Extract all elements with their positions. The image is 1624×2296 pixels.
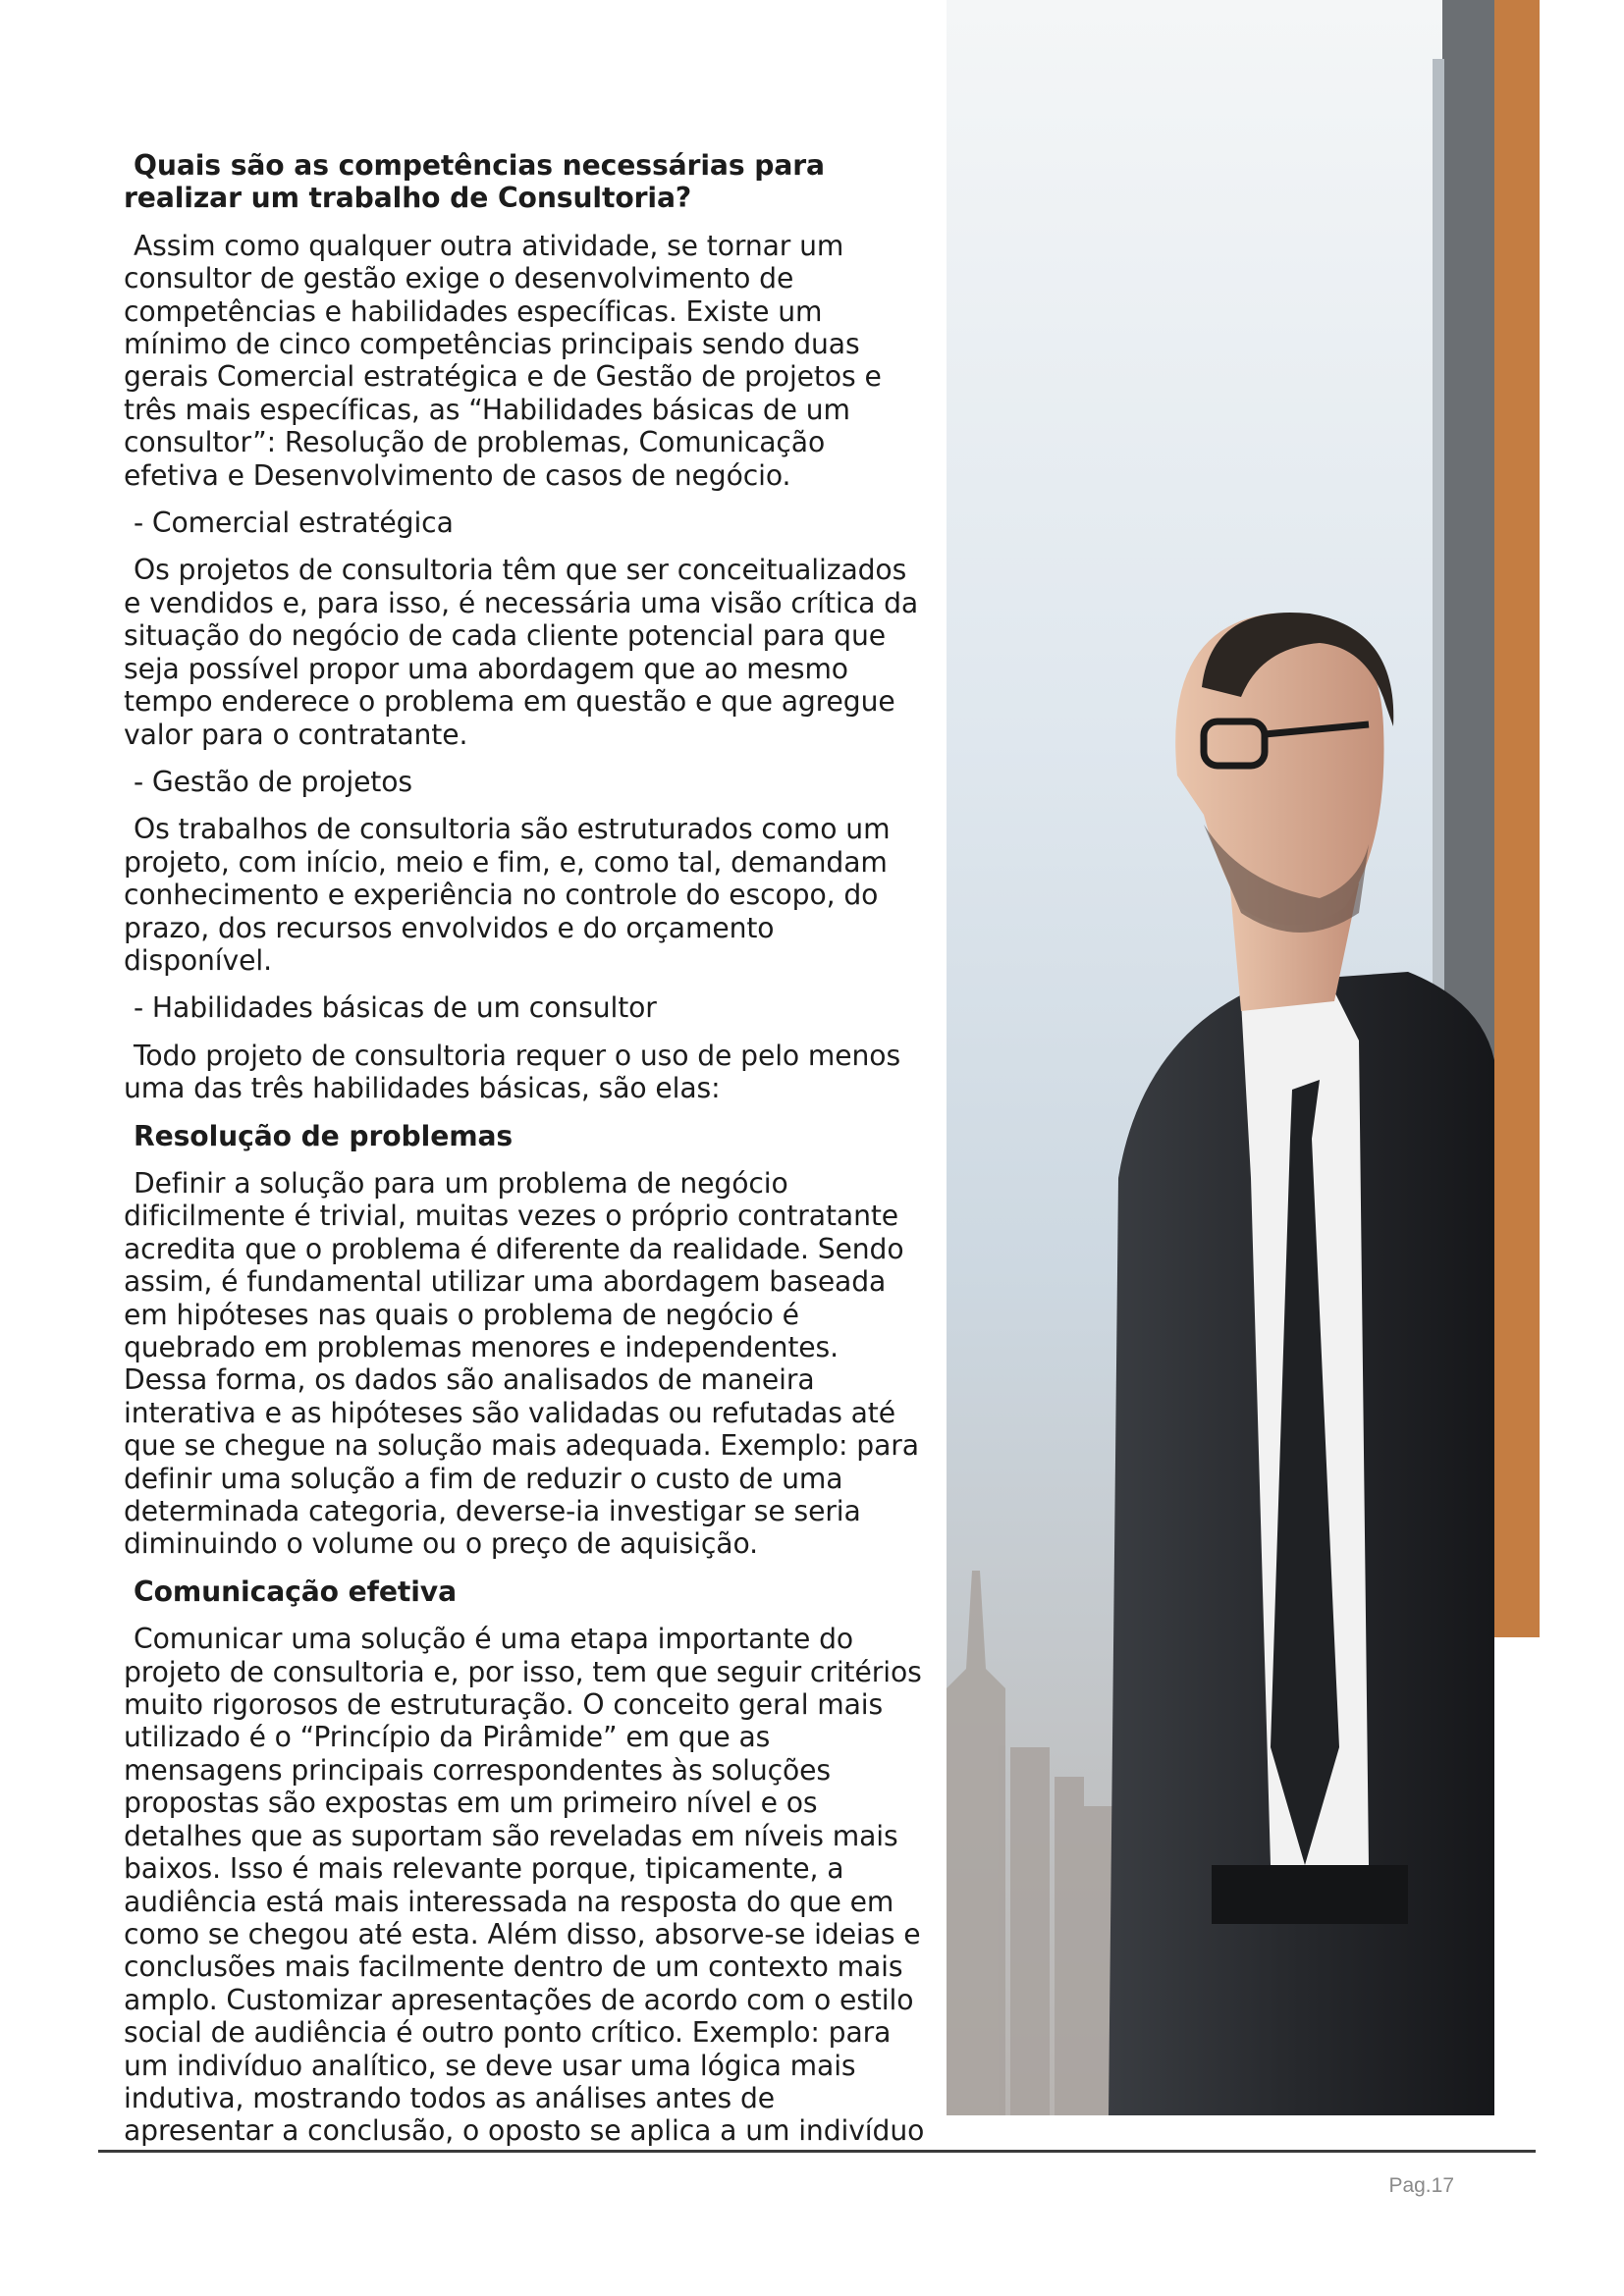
section-title-gestao: - Gestão de projetos — [134, 765, 412, 798]
footer-divider — [98, 2150, 1536, 2153]
section-title-comunicacao: Comunicação efetiva — [134, 1575, 457, 1608]
section-title-habilidades: - Habilidades básicas de um consultor — [134, 991, 657, 1025]
belt — [1212, 1865, 1408, 1924]
intro-paragraph: Assim como qualquer outra atividade, se tornar um consultor de gestão exige o desenvolvimento de competências e habilidades específicas. Existe um mínimo de cinco competências principais sendo duas gerais Comercial estratégica e de Gestão de projetos e três mais específicas, as “Habilidades básicas de um consultor”: Resolução de problemas, Comunicação efetiva e Desenvolvimento de casos de negócio. — [124, 229, 882, 492]
section-title-resolucao: Resolução de problemas — [134, 1119, 514, 1152]
section-text-habilidades: Todo projeto de consultoria requer o uso de pelo menos uma das três habilidades básicas, são elas: — [124, 1039, 901, 1105]
businessman-photo — [947, 0, 1494, 2115]
section-text-resolucao: Definir a solução para um problema de negócio dificilmente é trivial, muitas vezes o próprio contratante acredita que o problema é diferente da realidade. Sendo assim, é fundamental utilizar uma abordagem baseada em hipóteses nas quais o problema de negócio é quebrado em problemas menores e independentes. Dessa forma, os dados são analisados de maneira interativa e as hipóteses são validadas ou refutadas até que se chegue na solução mais adequada. Exemplo: para definir uma solução a fim de reduzir o custo de uma determinada categoria, deverse-ia investigar se seria diminuindo o volume ou o preço de aquisição. — [124, 1166, 919, 1561]
accent-bar — [1494, 0, 1540, 1637]
businessman-illustration — [947, 0, 1494, 2115]
page-number: Pag.17 — [1388, 2174, 1454, 2197]
section-text-gestao: Os trabalhos de consultoria são estruturados como um projeto, com início, meio e fim, e, como tal, demandam conhecimento e experiência no controle do escopo, do prazo, dos recursos envolvidos e do orçamento disponível. — [124, 813, 891, 977]
article-body — [124, 149, 927, 2163]
section-title-comercial: - Comercial estratégica — [134, 507, 454, 540]
section-text-comunicacao: Comunicar uma solução é uma etapa importante do projeto de consultoria e, por isso, tem que seguir critérios muito rigorosos de estruturação. O conceito geral mais utilizado é o “Princípio da Pirâmide” em que as mensagens principais correspondentes às soluções propostas são expostas em um primeiro nível e os detalhes que as suportam são reveladas em níveis mais baixos. Isso é mais relevante porque, tipicamente, a audiência está mais interessada na resposta do que em como se chegou até esta. Além disso, absorve-se ideias e conclusões mais facilmente dentro de um contexto mais amplo. Customizar apresentações de acordo com o estilo social de audiência é outro ponto crítico. Exemplo: para um indivíduo analítico, se deve usar uma lógica mais indutiva, mostrando todos as análises antes de apresentar a conclusão, o oposto se aplica a um indivíduo — [124, 1623, 925, 2148]
article-heading: Quais são as competências necessárias para realizar um trabalho de Consultoria? — [124, 149, 825, 215]
section-text-comercial: Os projetos de consultoria têm que ser conceitualizados e vendidos e, para isso, é necessária uma visão crítica da situação do negócio de cada cliente potencial para que seja possível propor uma abordagem que ao mesmo tempo enderece o problema em questão e que agregue valor para o contratante. — [124, 554, 919, 751]
